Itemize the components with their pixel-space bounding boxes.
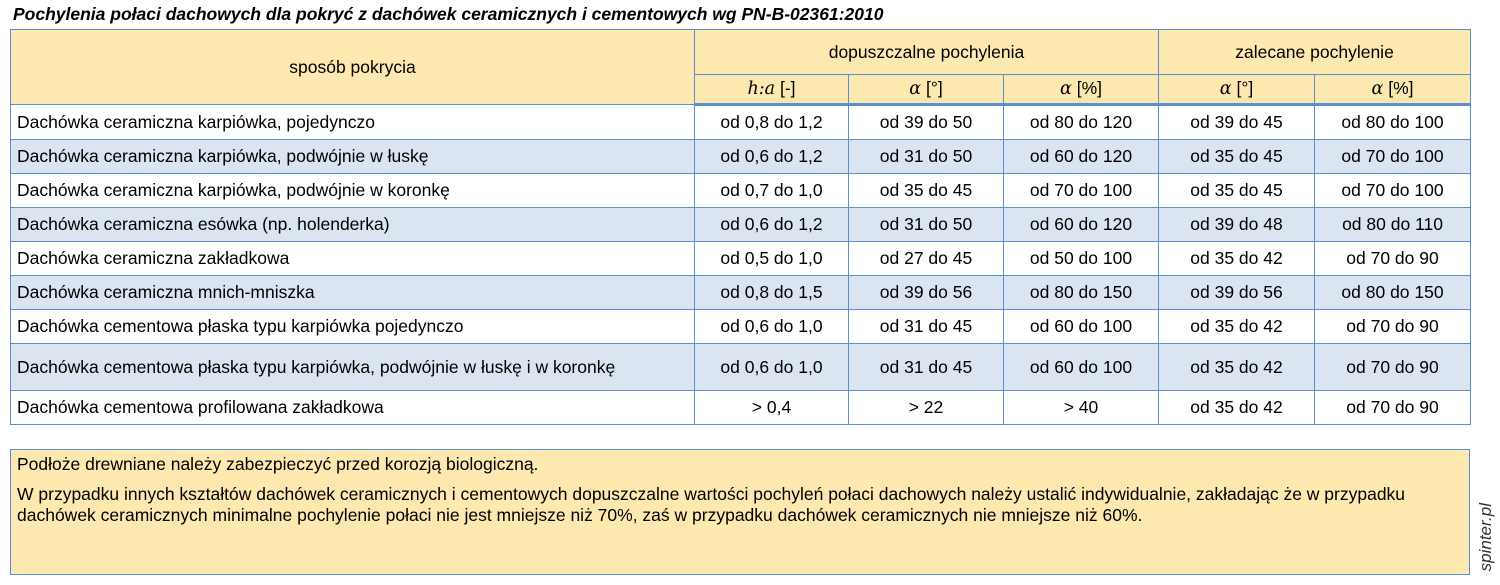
note-wood-protection: Podłoże drewniane należy zabezpieczyć przed korozją biologiczną. — [17, 454, 539, 474]
allowed-deg: > 22 — [849, 391, 1004, 425]
allowed-pct: od 80 do 150 — [1004, 276, 1159, 310]
recommended-deg: od 35 do 45 — [1159, 140, 1315, 174]
roof-cover-name: Dachówka ceramiczna esówka (np. holenderka) — [11, 208, 695, 242]
allowed-ha: > 0,4 — [695, 391, 849, 425]
table-row — [11, 242, 1471, 276]
table-row — [11, 391, 1471, 425]
recommended-pct: od 80 do 100 — [1315, 105, 1471, 140]
brand-watermark: spinter.pl — [1476, 502, 1495, 571]
allowed-deg: od 31 do 45 — [849, 344, 1004, 391]
allowed-deg: od 39 do 56 — [849, 276, 1004, 310]
subheader-pct: α [%] — [1004, 75, 1159, 105]
table-title: Pochylenia połaci dachowych dla pokryć z dachówek ceramicznych i cementowych wg PN-B-02361:2010 — [13, 4, 884, 24]
allowed-deg: od 39 do 50 — [849, 105, 1004, 140]
header-method: sposób pokrycia — [11, 30, 695, 105]
allowed-deg: od 31 do 45 — [849, 310, 1004, 344]
recommended-deg: od 39 do 48 — [1159, 208, 1315, 242]
roof-cover-name: Dachówka ceramiczna zakładkowa — [11, 242, 695, 276]
allowed-pct: od 50 do 100 — [1004, 242, 1159, 276]
table-row — [11, 105, 1471, 140]
recommended-deg: od 35 do 45 — [1159, 174, 1315, 208]
recommended-deg: od 35 do 42 — [1159, 242, 1315, 276]
allowed-ha: od 0,8 do 1,5 — [695, 276, 849, 310]
table-row — [11, 140, 1471, 174]
roof-cover-name: Dachówka cementowa profilowana zakładkowa — [11, 391, 695, 425]
allowed-pct: od 80 do 120 — [1004, 105, 1159, 140]
header-recommended: zalecane pochylenie — [1159, 30, 1471, 75]
recommended-pct: od 80 do 150 — [1315, 276, 1471, 310]
allowed-pct: od 70 do 100 — [1004, 174, 1159, 208]
allowed-ha: od 0,5 do 1,0 — [695, 242, 849, 276]
allowed-ha: od 0,6 do 1,0 — [695, 344, 849, 391]
allowed-ha: od 0,6 do 1,2 — [695, 208, 849, 242]
roof-cover-name: Dachówka cementowa płaska typu karpiówka, podwójnie w łuskę i w koronkę — [11, 344, 695, 391]
recommended-pct: od 70 do 90 — [1315, 310, 1471, 344]
allowed-pct: od 60 do 100 — [1004, 344, 1159, 391]
recommended-deg: od 35 do 42 — [1159, 344, 1315, 391]
notes-box — [10, 449, 1470, 575]
roof-cover-name: Dachówka ceramiczna karpiówka, podwójnie w koronkę — [11, 174, 695, 208]
roof-cover-name: Dachówka ceramiczna karpiówka, podwójnie w łuskę — [11, 140, 695, 174]
allowed-pct: od 60 do 120 — [1004, 140, 1159, 174]
allowed-deg: od 31 do 50 — [849, 208, 1004, 242]
allowed-ha: od 0,6 do 1,0 — [695, 310, 849, 344]
allowed-deg: od 35 do 45 — [849, 174, 1004, 208]
roof-cover-name: Dachówka cementowa płaska typu karpiówka pojedynczo — [11, 310, 695, 344]
roof-cover-name: Dachówka ceramiczna mnich-mniszka — [11, 276, 695, 310]
recommended-pct: od 70 do 90 — [1315, 391, 1471, 425]
roof-pitch-table — [10, 29, 1471, 425]
allowed-ha: od 0,6 do 1,2 — [695, 140, 849, 174]
recommended-pct: od 70 do 100 — [1315, 174, 1471, 208]
recommended-deg: od 39 do 56 — [1159, 276, 1315, 310]
subheader-deg: α [°] — [849, 75, 1004, 105]
allowed-ha: od 0,8 do 1,2 — [695, 105, 849, 140]
allowed-ha: od 0,7 do 1,0 — [695, 174, 849, 208]
subheader-ha: h:a [-] — [695, 75, 849, 105]
recommended-deg: od 35 do 42 — [1159, 310, 1315, 344]
table-row — [11, 174, 1471, 208]
roof-cover-name: Dachówka ceramiczna karpiówka, pojedynczo — [11, 105, 695, 140]
note-other-shapes: W przypadku innych kształtów dachówek ceramicznych i cementowych dopuszczalne wartości pochyleń połaci dachowych należy ustalić indywidualnie, zakładając że w przypadku dachówek ceramicznych minimalne pochylenie połaci nie jest mniejsze niż 70%, zaś w przypadku dachówek ceramicznych nie mniejsze niż 60%. — [17, 484, 1406, 525]
table-row — [11, 276, 1471, 310]
allowed-pct: > 40 — [1004, 391, 1159, 425]
recommended-deg: od 39 do 45 — [1159, 105, 1315, 140]
recommended-pct: od 70 do 100 — [1315, 140, 1471, 174]
recommended-pct: od 70 do 90 — [1315, 242, 1471, 276]
allowed-pct: od 60 do 100 — [1004, 310, 1159, 344]
table-row — [11, 344, 1471, 391]
recommended-deg: od 35 do 42 — [1159, 391, 1315, 425]
subheader-rec-deg: α [°] — [1159, 75, 1315, 105]
allowed-deg: od 27 do 45 — [849, 242, 1004, 276]
subheader-rec-pct: α [%] — [1315, 75, 1471, 105]
recommended-pct: od 80 do 110 — [1315, 208, 1471, 242]
recommended-pct: od 70 do 90 — [1315, 344, 1471, 391]
allowed-deg: od 31 do 50 — [849, 140, 1004, 174]
table-row — [11, 208, 1471, 242]
header-allowed: dopuszczalne pochylenia — [695, 30, 1159, 75]
table-row — [11, 310, 1471, 344]
allowed-pct: od 60 do 120 — [1004, 208, 1159, 242]
